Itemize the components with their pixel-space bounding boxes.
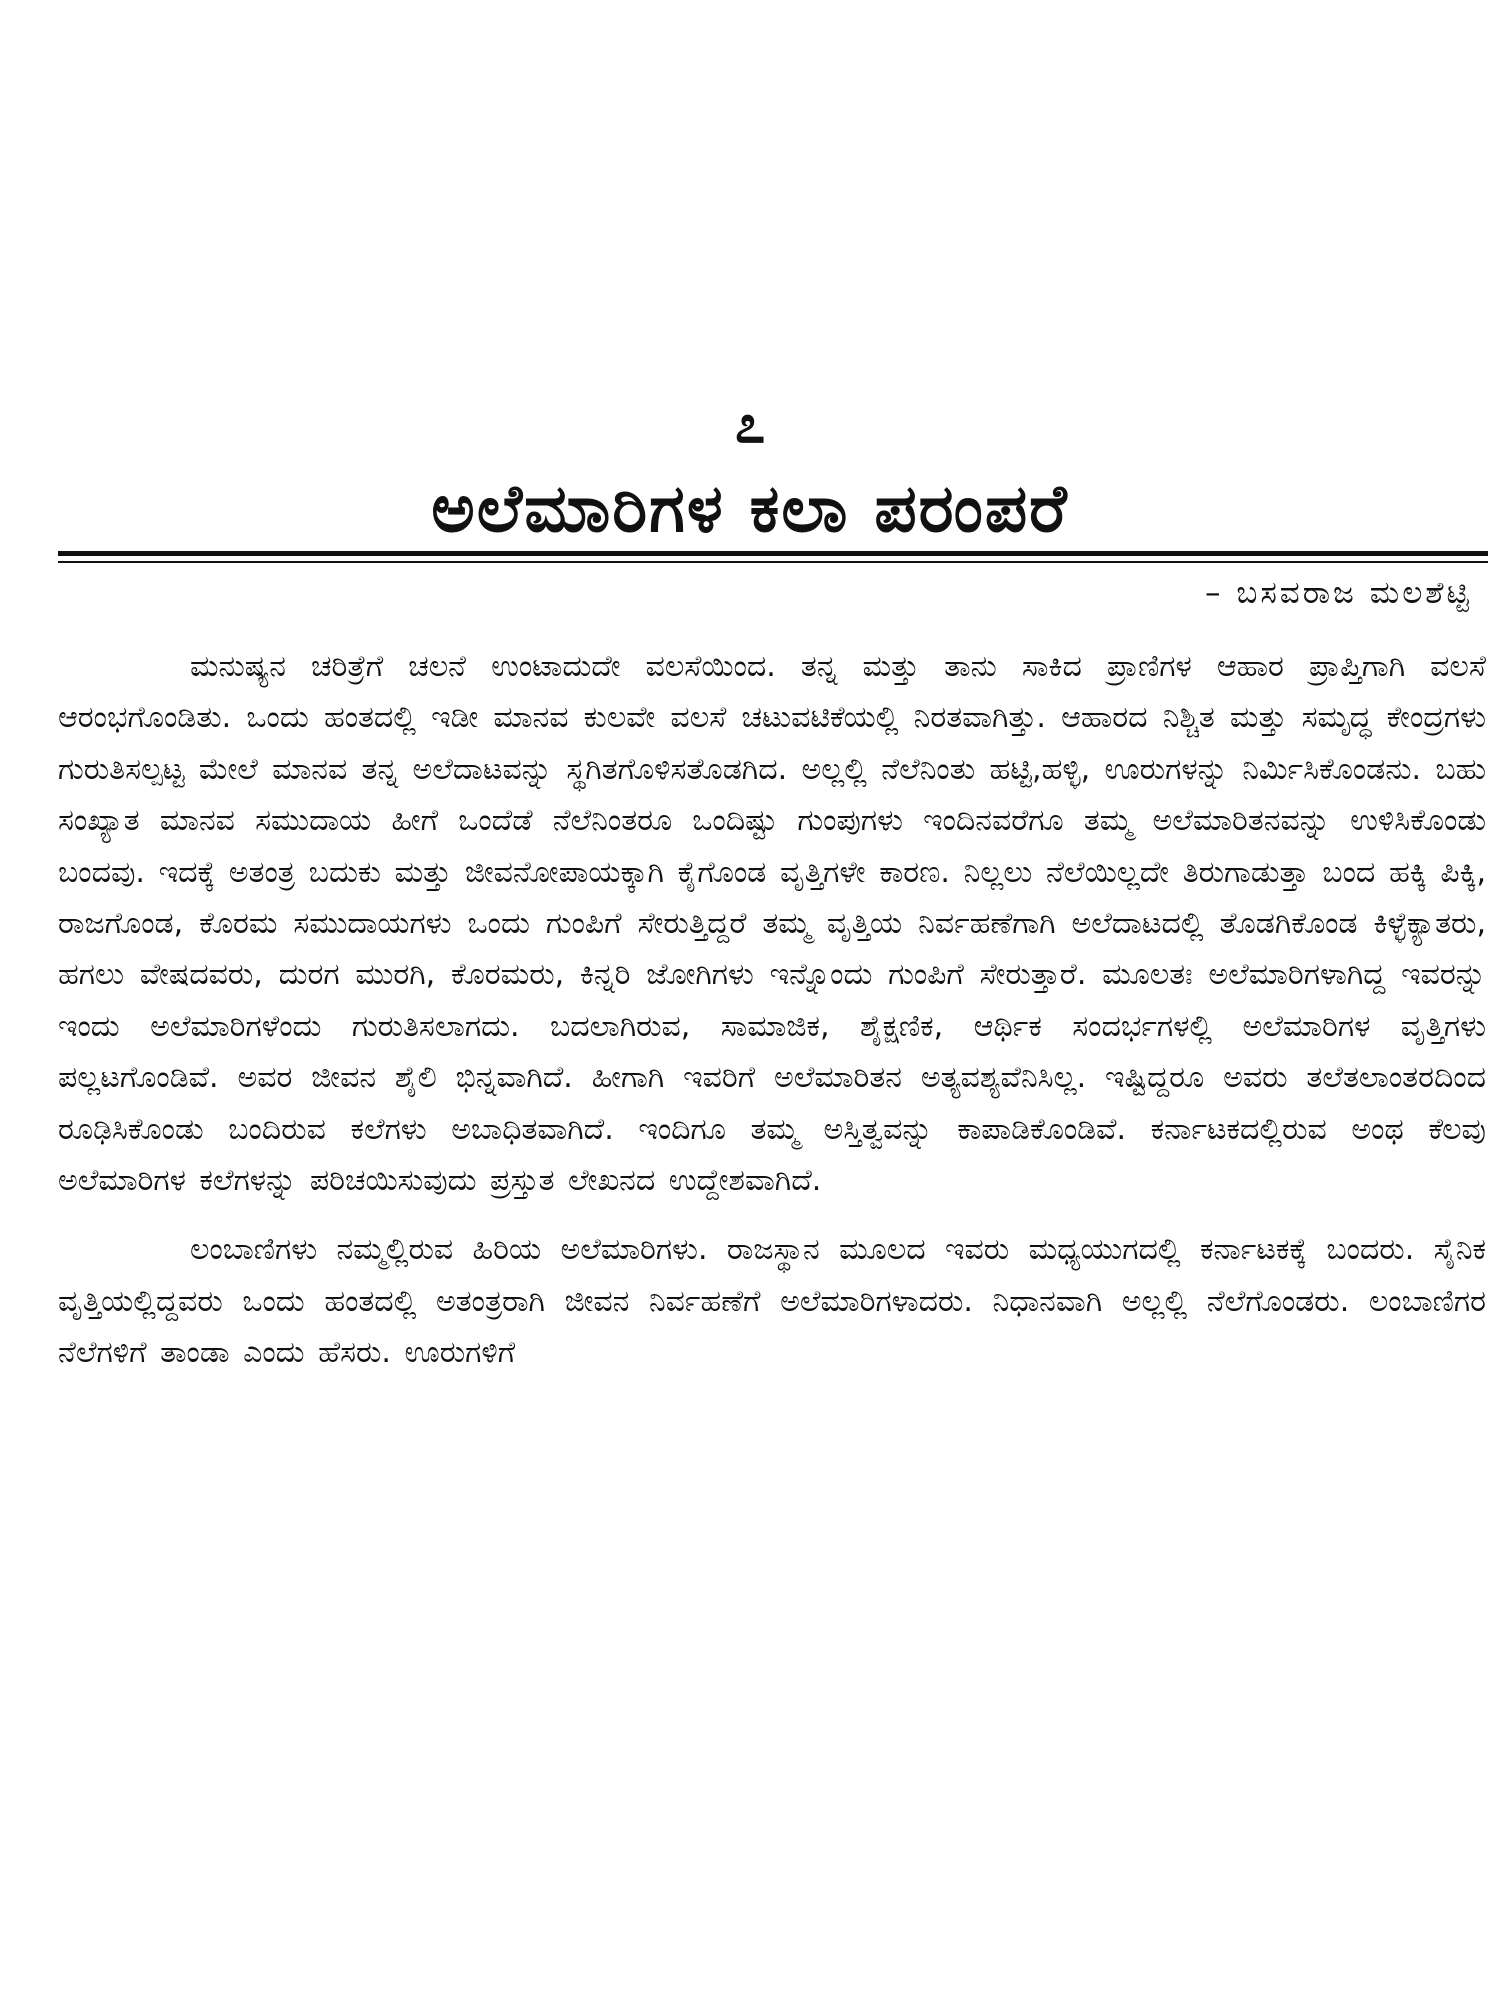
paragraph: ಮನುಷ್ಯನ ಚರಿತ್ರೆಗೆ ಚಲನೆ ಉಂಟಾದುದೇ ವಲಸೆಯಿಂದ. ತನ್ನ ಮತ್ತು ತಾನು ಸಾಕಿದ ಪ್ರಾಣಿಗಳ ಆಹಾರ ಪ್ರಾಪ್ತಿಗಾಗಿ ವಲಸೆ ಆರಂಭಗೊಂಡಿತು. ಒಂದು ಹಂತದಲ್ಲಿ ಇಡೀ ಮಾನವ ಕುಲವೇ ವಲಸೆ ಚಟುವಟಿಕೆಯಲ್ಲಿ ನಿರತವಾಗಿತ್ತು. ಆಹಾರದ ನಿಶ್ಚಿತ ಮತ್ತು ಸಮೃದ್ಧ ಕೇಂದ್ರಗಳು ಗುರುತಿಸಲ್ಪಟ್ಟ ಮೇಲೆ ಮಾನವ ತನ್ನ ಅಲೆದಾಟವನ್ನು ಸ್ಥಗಿತಗೊಳಿಸತೊಡಗಿದ. ಅಲ್ಲಲ್ಲಿ ನೆಲೆನಿಂತು ಹಟ್ಟಿ,ಹಳ್ಳಿ, ಊರುಗಳನ್ನು ನಿರ್ಮಿಸಿಕೊಂಡನು. ಬಹು ಸಂಖ್ಯಾತ ಮಾನವ ಸಮುದಾಯ ಹೀಗೆ ಒಂದೆಡೆ ನೆಲೆನಿಂತರೂ ಒಂದಿಷ್ಟು ಗುಂಪುಗಳು ಇಂದಿನವರೆಗೂ ತಮ್ಮ ಅಲೆಮಾರಿತನವನ್ನು ಉಳಿಸಿಕೊಂಡು ಬಂದವು. ಇದಕ್ಕೆ ಅತಂತ್ರ ಬದುಕು ಮತ್ತು ಜೀವನೋಪಾಯಕ್ಕಾಗಿ ಕೈಗೊಂಡ ವೃತ್ತಿಗಳೇ ಕಾರಣ. ನಿಲ್ಲಲು ನೆಲೆಯಿಲ್ಲದೇ ತಿರುಗಾಡುತ್ತಾ ಬಂದ ಹಕ್ಕಿ ಪಿಕ್ಕಿ, ರಾಜಗೊಂಡ, ಕೊರಮ ಸಮುದಾಯಗಳು ಒಂದು ಗುಂಪಿಗೆ ಸೇರುತ್ತಿದ್ದರೆ ತಮ್ಮ ವೃತ್ತಿಯ ನಿರ್ವಹಣೆಗಾಗಿ ಅಲೆದಾಟದಲ್ಲಿ ತೊಡಗಿಕೊಂಡ ಕಿಳ್ಳೆಕ್ಯಾತರು, ಹಗಲು ವೇಷದವರು, ದುರಗ ಮುರಗಿ, ಕೊರಮರು, ಕಿನ್ನರಿ ಜೋಗಿಗಳು ಇನ್ನೊಂದು ಗುಂಪಿಗೆ ಸೇರುತ್ತಾರೆ. ಮೂಲತಃ ಅಲೆಮಾರಿಗಳಾಗಿದ್ದ ಇವರನ್ನು ಇಂದು ಅಲೆಮಾರಿಗಳೆಂದು ಗುರುತಿಸಲಾಗದು. ಬದಲಾಗಿರುವ, ಸಾಮಾಜಿಕ, ಶೈಕ್ಷಣಿಕ, ಆರ್ಥಿಕ ಸಂದರ್ಭಗಳಲ್ಲಿ ಅಲೆಮಾರಿಗಳ ವೃತ್ತಿಗಳು ಪಲ್ಲಟಗೊಂಡಿವೆ. ಅವರ ಜೀವನ ಶೈಲಿ ಭಿನ್ನವಾಗಿದೆ. ಹೀಗಾಗಿ ಇವರಿಗೆ ಅಲೆಮಾರಿತನ ಅತ್ಯವಶ್ಯವೆನಿಸಿಲ್ಲ. ಇಷ್ಟಿದ್ದರೂ ಅವರು ತಲೆತಲಾಂತರದಿಂದ ರೂಢಿಸಿಕೊಂಡು ಬಂದಿರುವ ಕಲೆಗಳು ಅಬಾಧಿತವಾಗಿದೆ. ಇಂದಿಗೂ ತಮ್ಮ ಅಸ್ತಿತ್ವವನ್ನು ಕಾಪಾಡಿಕೊಂಡಿವೆ. ಕರ್ನಾಟಕದಲ್ಲಿರುವ ಅಂಥ ಕೆಲವು ಅಲೆಮಾರಿಗಳ ಕಲೆಗಳನ್ನು ಪರಿಚಯಿಸುವುದು ಪ್ರಸ್ತುತ ಲೇಖನದ ಉದ್ದೇಶವಾಗಿದೆ.	[58, 649, 1486, 1199]
chapter-title: ಅಲೆಮಾರಿಗಳ ಕಲಾ ಪರಂಪರೆ	[431, 470, 1069, 547]
title-rule-thin	[58, 561, 1488, 563]
chapter-number: ೭	[734, 392, 766, 455]
chapter-body	[58, 641, 1486, 1379]
author-byline: – ಬಸವರಾಜ ಮಲಶೆಟ್ಟಿ	[1204, 575, 1472, 611]
paragraph: ಲಂಬಾಣಿಗಳು ನಮ್ಮಲ್ಲಿರುವ ಹಿರಿಯ ಅಲೆಮಾರಿಗಳು. ರಾಜಸ್ಥಾನ ಮೂಲದ ಇವರು ಮಧ್ಯಯುಗದಲ್ಲಿ ಕರ್ನಾಟಕಕ್ಕೆ ಬಂದರು. ಸೈನಿಕ ವೃತ್ತಿಯಲ್ಲಿದ್ದವರು ಒಂದು ಹಂತದಲ್ಲಿ ಅತಂತ್ರರಾಗಿ ಜೀವನ ನಿರ್ವಹಣೆಗೆ ಅಲೆಮಾರಿಗಳಾದರು. ನಿಧಾನವಾಗಿ ಅಲ್ಲಲ್ಲಿ ನೆಲೆಗೊಂಡರು. ಲಂಬಾಣಿಗರ ನೆಲೆಗಳಿಗೆ ತಾಂಡಾ ಎಂದು ಹೆಸರು. ಊರುಗಳಿಗೆ	[58, 1232, 1486, 1371]
title-rule-thick	[58, 551, 1488, 556]
